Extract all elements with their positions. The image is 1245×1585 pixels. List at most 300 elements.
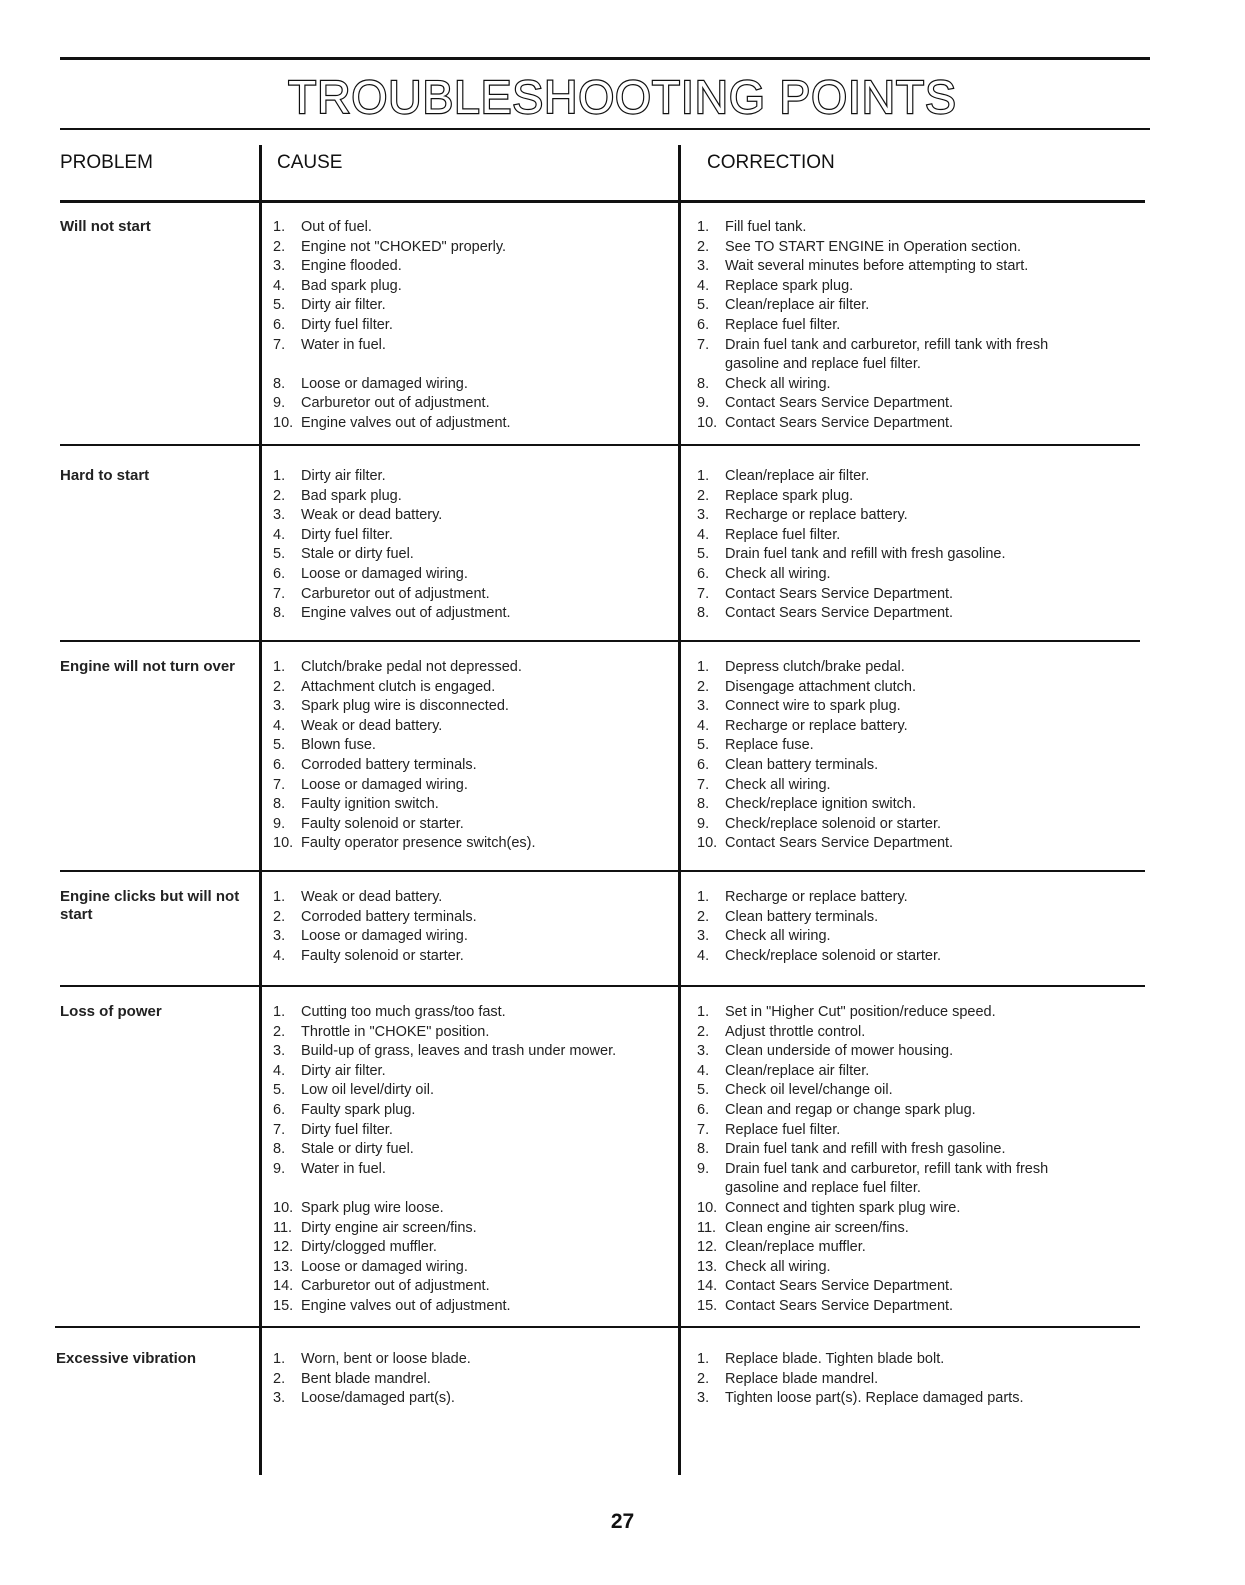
item-text: Faulty ignition switch. [301, 796, 439, 813]
item-number: 10. [697, 414, 718, 431]
cause-list [273, 888, 673, 966]
item-number: 3. [273, 698, 286, 715]
item-number: 12. [273, 1239, 294, 1256]
item-number: 8. [697, 605, 710, 622]
item-text: Check oil level/change oil. [725, 1082, 893, 1099]
list-item [697, 1179, 1137, 1199]
item-text: Faulty solenoid or starter. [301, 815, 464, 832]
item-number: 10. [697, 1199, 718, 1216]
item-text: Engine flooded. [301, 258, 402, 275]
item-text: Tighten loose part(s). Replace damaged parts. [725, 1390, 1024, 1407]
item-number: 6. [697, 756, 710, 773]
list-item [697, 1062, 1137, 1082]
list-item [273, 1081, 673, 1101]
item-number: 1. [697, 1004, 710, 1020]
item-number: 2. [273, 238, 286, 255]
item-number: 2. [273, 1023, 286, 1040]
item-number: 1. [273, 1004, 286, 1020]
column-header-correction: CORRECTION [707, 152, 835, 173]
item-text: Loose or damaged wiring. [301, 375, 468, 392]
list-item [697, 947, 1137, 967]
item-number: 3. [273, 1390, 286, 1407]
item-text: Spark plug wire loose. [301, 1199, 444, 1216]
item-text: Clean/replace air filter. [725, 468, 870, 484]
correction-list [697, 888, 1137, 966]
item-text: Contact Sears Service Department. [725, 414, 954, 431]
list-item [273, 908, 673, 928]
cause-list [273, 1350, 673, 1409]
item-number: 10. [273, 414, 294, 431]
item-text: Replace spark plug. [725, 487, 854, 504]
list-item [273, 1297, 673, 1317]
problem-label: Loss of power [60, 1003, 162, 1020]
item-text: Carburetor out of adjustment. [301, 585, 490, 602]
list-item [697, 1350, 1137, 1370]
item-number: 8. [697, 796, 710, 813]
item-number: 9. [697, 395, 710, 412]
item-number: 1. [273, 659, 286, 675]
item-number: 15. [697, 1297, 718, 1314]
item-number: 2. [697, 238, 710, 255]
header-underline [60, 200, 1145, 203]
list-item [697, 316, 1137, 336]
item-text: Check all wiring. [725, 928, 831, 945]
list-item [697, 467, 1137, 487]
list-item [273, 296, 673, 316]
item-text: Disengage attachment clutch. [725, 678, 917, 695]
list-item [697, 277, 1137, 297]
item-number: 4. [697, 277, 710, 294]
list-item [273, 506, 673, 526]
item-number: 6. [273, 756, 286, 773]
list-item [697, 1258, 1137, 1278]
item-text: Replace fuel filter. [725, 1121, 841, 1138]
list-item [697, 1081, 1137, 1101]
list-item [273, 1238, 673, 1258]
list-item [697, 776, 1137, 796]
list-item [273, 776, 673, 796]
item-text: Bent blade mandrel. [301, 1370, 431, 1387]
item-number: 3. [273, 928, 286, 945]
item-text: Clean/replace air filter. [725, 297, 870, 314]
item-text: Fill fuel tank. [725, 219, 807, 235]
list-item [697, 1199, 1137, 1219]
item-text: Replace spark plug. [725, 277, 854, 294]
item-text: Drain fuel tank and refill with fresh gasoline. [725, 1141, 1006, 1158]
item-number: 4. [697, 717, 710, 734]
item-text: Check/replace solenoid or starter. [725, 815, 941, 832]
item-number: 7. [697, 1121, 710, 1138]
item-text: Out of fuel. [301, 219, 372, 235]
correction-list [697, 1350, 1137, 1409]
item-number: 7. [697, 776, 710, 793]
item-text: Clean underside of mower housing. [725, 1043, 954, 1060]
item-text: Adjust throttle control. [725, 1023, 866, 1040]
item-number: 10. [273, 835, 294, 852]
list-item [273, 1101, 673, 1121]
list-item [697, 218, 1137, 238]
item-number: 14. [697, 1278, 718, 1295]
page-number: 27 [610, 1510, 635, 1533]
item-text: Blown fuse. [301, 737, 376, 754]
item-text: Wait several minutes before attempting to start. [725, 258, 1029, 275]
list-item [697, 908, 1137, 928]
item-number: 7. [273, 336, 286, 353]
item-number: 2. [273, 908, 286, 925]
list-item [697, 545, 1137, 565]
list-item [273, 1219, 673, 1239]
item-text: Spark plug wire is disconnected. [301, 698, 509, 715]
item-text: Replace fuel filter. [725, 526, 841, 543]
list-item [273, 375, 673, 395]
item-number: 5. [697, 546, 710, 563]
list-item [697, 414, 1137, 434]
list-item [273, 1179, 673, 1199]
item-number: 6. [697, 565, 710, 582]
list-item [273, 1277, 673, 1297]
item-number: 15. [273, 1297, 294, 1314]
list-item [697, 1121, 1137, 1141]
list-item [697, 296, 1137, 316]
item-number: 7. [697, 336, 710, 353]
item-number: 9. [697, 815, 710, 832]
list-item [697, 1160, 1137, 1180]
item-text: Clean engine air screen/fins. [725, 1219, 909, 1236]
list-item [273, 467, 673, 487]
list-item [697, 1042, 1137, 1062]
item-text: Drain fuel tank and refill with fresh gasoline. [725, 546, 1006, 563]
item-text: Check all wiring. [725, 565, 831, 582]
item-text: Contact Sears Service Department. [725, 1278, 954, 1295]
item-text: Replace fuel filter. [725, 316, 841, 333]
correction-list [697, 467, 1137, 624]
correction-list [697, 658, 1137, 854]
item-text: Bad spark plug. [301, 277, 402, 294]
list-item [273, 414, 673, 434]
item-number: 7. [273, 585, 286, 602]
item-number: 8. [273, 1141, 286, 1158]
cause-list [273, 658, 673, 854]
problem-label: Hard to start [60, 467, 150, 484]
list-item [273, 277, 673, 297]
item-text: Stale or dirty fuel. [301, 1141, 414, 1158]
column-divider-correction [678, 145, 681, 1475]
item-text: Replace fuse. [725, 737, 814, 754]
item-number: 8. [697, 1141, 710, 1158]
list-item [273, 1389, 673, 1409]
item-text: Check/replace ignition switch. [725, 796, 917, 813]
list-item [273, 1350, 673, 1370]
list-item [273, 1042, 673, 1062]
problem-label: Engine will not turn over [60, 658, 236, 675]
item-number: 2. [697, 1023, 710, 1040]
list-item [697, 1003, 1137, 1023]
item-text: Check/replace solenoid or starter. [725, 947, 941, 964]
row-separator [60, 444, 1140, 446]
item-number: 5. [697, 1082, 710, 1099]
item-number: 5. [273, 546, 286, 563]
row-separator [60, 870, 1145, 872]
item-number: 6. [697, 316, 710, 333]
item-number: 3. [697, 698, 710, 715]
item-text: Weak or dead battery. [301, 889, 443, 905]
item-number: 7. [273, 1121, 286, 1138]
item-text: Clean battery terminals. [725, 908, 879, 925]
list-item [697, 355, 1137, 375]
item-text: Loose or damaged wiring. [301, 565, 468, 582]
item-number: 4. [273, 277, 286, 294]
list-item [697, 697, 1137, 717]
item-text: Connect wire to spark plug. [725, 698, 901, 715]
item-number: 8. [273, 605, 286, 622]
problem-label: Excessive vibration [56, 1350, 197, 1367]
column-header-problem: PROBLEM [60, 152, 153, 173]
item-text: Dirty fuel filter. [301, 316, 393, 333]
item-text: Clean/replace air filter. [725, 1062, 870, 1079]
item-number: 4. [273, 947, 286, 964]
item-text: Loose or damaged wiring. [301, 1258, 468, 1275]
list-item [273, 717, 673, 737]
item-text: gasoline and replace fuel filter. [725, 356, 921, 373]
list-item [273, 218, 673, 238]
item-text: Check all wiring. [725, 776, 831, 793]
list-item [697, 927, 1137, 947]
list-item [273, 947, 673, 967]
item-number: 2. [697, 1370, 710, 1387]
item-number: 8. [273, 375, 286, 392]
item-number: 3. [273, 258, 286, 275]
list-item [273, 355, 673, 375]
list-item [273, 1121, 673, 1141]
problem-label: Will not start [60, 218, 151, 235]
item-text: Engine valves out of adjustment. [301, 605, 511, 622]
item-text: Drain fuel tank and carburetor, refill tank with fresh [725, 1160, 1049, 1177]
item-text: Recharge or replace battery. [725, 717, 908, 734]
item-text: Dirty/clogged muffler. [301, 1239, 437, 1256]
item-text: Engine valves out of adjustment. [301, 414, 511, 431]
item-text: Loose or damaged wiring. [301, 928, 468, 945]
item-text: Loose/damaged part(s). [301, 1390, 455, 1407]
item-text: Contact Sears Service Department. [725, 395, 954, 412]
list-item [697, 565, 1137, 585]
list-item [273, 394, 673, 414]
page-title: TROUBLESHOOTING POINTS [288, 71, 957, 123]
list-item [273, 1140, 673, 1160]
item-number: 1. [697, 1351, 710, 1367]
item-text: Replace blade mandrel. [725, 1370, 879, 1387]
item-text: Stale or dirty fuel. [301, 546, 414, 563]
item-number: 13. [697, 1258, 718, 1275]
list-item [697, 1238, 1137, 1258]
list-item [273, 1258, 673, 1278]
item-text: Worn, bent or loose blade. [301, 1351, 471, 1367]
list-item [273, 1199, 673, 1219]
cause-list [273, 1003, 673, 1317]
list-item [697, 394, 1137, 414]
list-item [697, 658, 1137, 678]
list-item [697, 1389, 1137, 1409]
list-item [273, 526, 673, 546]
item-number [697, 355, 725, 375]
list-item [273, 1160, 673, 1180]
item-number: 4. [697, 1062, 710, 1079]
list-item [273, 795, 673, 815]
list-item [273, 736, 673, 756]
correction-list [697, 1003, 1137, 1317]
list-item [273, 1062, 673, 1082]
item-text: Dirty fuel filter. [301, 1121, 393, 1138]
item-number: 6. [697, 1101, 710, 1118]
item-number: 6. [273, 1101, 286, 1118]
list-item [697, 756, 1137, 776]
list-item [273, 1370, 673, 1390]
list-item [273, 927, 673, 947]
item-text: Corroded battery terminals. [301, 908, 477, 925]
item-number: 10. [697, 835, 718, 852]
problem-label: Engine clicks but will not start [60, 888, 240, 923]
item-text: Faulty spark plug. [301, 1101, 416, 1118]
item-number [273, 1179, 301, 1199]
item-number: 1. [697, 889, 710, 905]
item-text [301, 355, 305, 375]
list-item [273, 658, 673, 678]
item-text: Connect and tighten spark plug wire. [725, 1199, 961, 1216]
item-number: 9. [273, 395, 286, 412]
list-item [273, 487, 673, 507]
list-item [273, 604, 673, 624]
item-number [273, 355, 301, 375]
item-text: Recharge or replace battery. [725, 507, 908, 524]
item-number: 5. [697, 737, 710, 754]
top-rule [60, 57, 1150, 60]
item-number: 4. [273, 717, 286, 734]
item-number: 3. [697, 507, 710, 524]
item-number: 7. [697, 585, 710, 602]
item-number: 5. [273, 1082, 286, 1099]
item-number: 8. [697, 375, 710, 392]
list-item [273, 585, 673, 605]
item-text: Dirty air filter. [301, 1062, 386, 1079]
item-number: 11. [273, 1219, 293, 1236]
list-item [697, 1297, 1137, 1317]
item-text: Engine not "CHOKED" properly. [301, 238, 507, 255]
cause-list [273, 467, 673, 624]
item-text: Faulty solenoid or starter. [301, 947, 464, 964]
correction-list [697, 218, 1137, 434]
item-text: Cutting too much grass/too fast. [301, 1004, 506, 1020]
item-number: 11. [697, 1219, 717, 1236]
item-number: 5. [273, 737, 286, 754]
list-item [273, 565, 673, 585]
item-text [301, 1179, 305, 1199]
item-number: 2. [697, 487, 710, 504]
item-number: 14. [273, 1278, 294, 1295]
item-text: Clutch/brake pedal not depressed. [301, 659, 522, 675]
item-text: Contact Sears Service Department. [725, 605, 954, 622]
list-item [273, 888, 673, 908]
item-text: Water in fuel. [301, 1160, 386, 1177]
item-text: Recharge or replace battery. [725, 889, 908, 905]
column-divider-cause [259, 145, 262, 1475]
item-number: 12. [697, 1239, 718, 1256]
item-text: Loose or damaged wiring. [301, 776, 468, 793]
list-item [697, 1140, 1137, 1160]
list-item [273, 815, 673, 835]
item-text: Low oil level/dirty oil. [301, 1082, 434, 1099]
item-number: 5. [697, 297, 710, 314]
item-number: 10. [273, 1199, 294, 1216]
item-number: 4. [697, 526, 710, 543]
column-header-cause: CAUSE [277, 152, 343, 173]
item-number: 4. [273, 1062, 286, 1079]
item-text: Clean and regap or change spark plug. [725, 1101, 976, 1118]
row-separator [55, 1326, 1140, 1328]
list-item [697, 834, 1137, 854]
item-number: 3. [273, 507, 286, 524]
item-text: Clean/replace muffler. [725, 1239, 866, 1256]
list-item [697, 585, 1137, 605]
item-text: Contact Sears Service Department. [725, 585, 954, 602]
item-number: 1. [697, 468, 710, 484]
item-text: Replace blade. Tighten blade bolt. [725, 1351, 945, 1367]
item-number: 1. [273, 468, 286, 484]
item-number: 2. [697, 908, 710, 925]
list-item [697, 257, 1137, 277]
list-item [273, 756, 673, 776]
item-text: Drain fuel tank and carburetor, refill tank with fresh [725, 336, 1049, 353]
list-item [697, 487, 1137, 507]
list-item [697, 526, 1137, 546]
item-number: 5. [273, 297, 286, 314]
item-number: 1. [273, 1351, 286, 1367]
item-text: See TO START ENGINE in Operation section. [725, 238, 1022, 255]
item-number: 2. [273, 487, 286, 504]
item-number: 9. [697, 1160, 710, 1177]
list-item [697, 1219, 1137, 1239]
list-item [273, 545, 673, 565]
item-number: 3. [697, 928, 710, 945]
item-number [697, 1179, 725, 1199]
item-number: 4. [273, 526, 286, 543]
item-text: Weak or dead battery. [301, 717, 443, 734]
item-number: 6. [273, 316, 286, 333]
item-text: Check all wiring. [725, 375, 831, 392]
list-item [273, 1003, 673, 1023]
item-text: Faulty operator presence switch(es). [301, 835, 536, 852]
list-item [273, 1023, 673, 1043]
item-text: Build-up of grass, leaves and trash under mower. [301, 1043, 617, 1060]
list-item [273, 834, 673, 854]
item-number: 9. [273, 815, 286, 832]
item-number: 1. [273, 889, 286, 905]
list-item [273, 697, 673, 717]
item-text: Corroded battery terminals. [301, 756, 477, 773]
item-text: Throttle in "CHOKE" position. [301, 1023, 490, 1040]
item-text: gasoline and replace fuel filter. [725, 1180, 921, 1197]
item-number: 8. [273, 796, 286, 813]
list-item [697, 604, 1137, 624]
item-text: Depress clutch/brake pedal. [725, 659, 905, 675]
list-item [697, 1101, 1137, 1121]
item-number: 2. [697, 678, 710, 695]
item-text: Engine valves out of adjustment. [301, 1297, 511, 1314]
item-text: Water in fuel. [301, 336, 386, 353]
item-text: Clean battery terminals. [725, 756, 879, 773]
item-text: Bad spark plug. [301, 487, 402, 504]
cause-list [273, 218, 673, 434]
item-number: 1. [273, 219, 286, 235]
item-number: 13. [273, 1258, 294, 1275]
